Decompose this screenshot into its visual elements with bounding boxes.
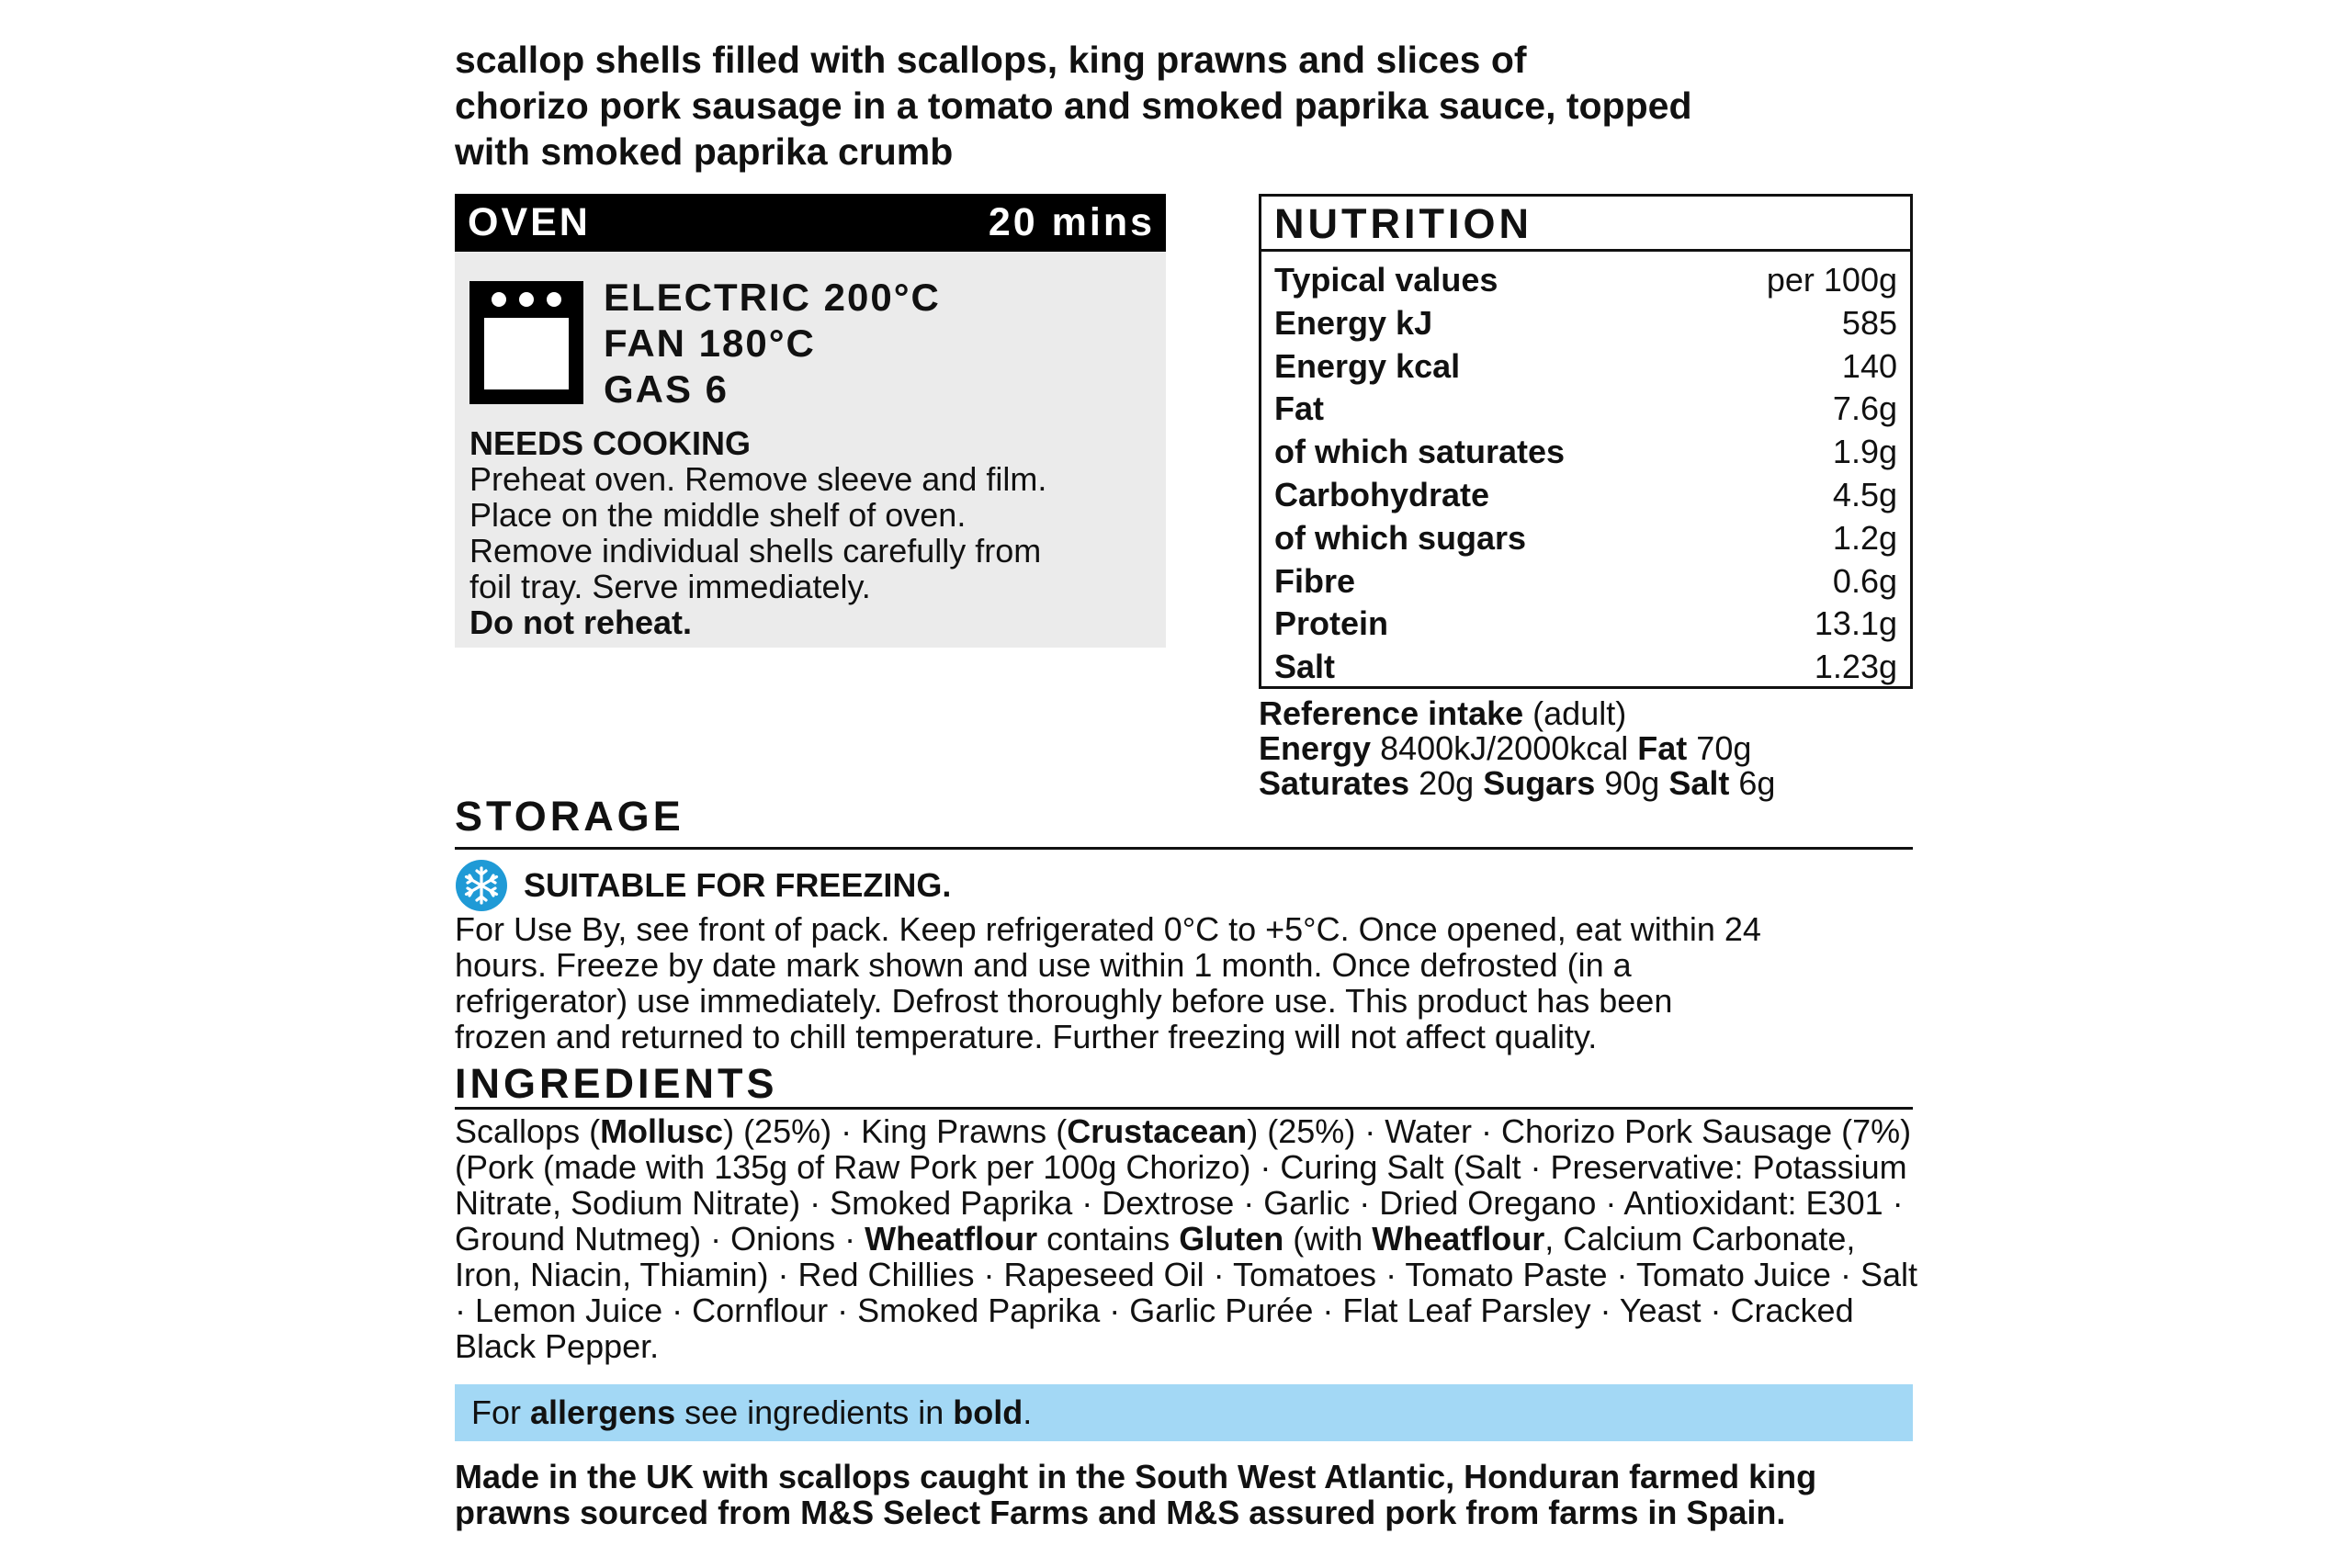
instruction-line: Remove individual shells carefully from	[469, 532, 1042, 570]
nutrition-label: of which saturates	[1274, 433, 1566, 471]
ingredient-text: Scallops (	[455, 1112, 601, 1150]
instructions-heading: NEEDS COOKING	[469, 424, 752, 462]
nutrition-row	[1274, 345, 1897, 389]
product-description	[455, 37, 1925, 175]
ingredient-text: ) (25%) · King Prawns (	[723, 1112, 1068, 1150]
ingredients-list	[455, 1113, 1925, 1364]
freezing-label: SUITABLE FOR FREEZING.	[524, 866, 952, 904]
ingredient-text: , Calcium Carbonate, Iron, Niacin, Thiamin) · Red Chillies · Rapeseed Oil · Tomatoes · Tomato Paste · Tomato Juice · Salt · Lemon Juice · Cornflour · Smoked Paprika · Garlic Purée · Flat Leaf Parsley · Yeast · Cracked Black Pepper.	[455, 1220, 1917, 1365]
nutrition-label: Energy kJ	[1274, 303, 1433, 342]
nutrition-value: per 100g	[1766, 261, 1897, 299]
ingredient-text: contains	[1037, 1220, 1180, 1258]
nutrition-label: Fat	[1274, 389, 1324, 428]
reheat-warning: Do not reheat.	[469, 604, 693, 641]
allergen-ingredient: Mollusc	[600, 1112, 724, 1150]
storage-line: For Use By, see front of pack. Keep refrigerated 0°C to +5°C. Once opened, eat within 24	[455, 910, 1761, 948]
nutrition-value: 140	[1841, 346, 1897, 385]
instruction-line: foil tray. Serve immediately.	[469, 568, 871, 605]
oven-panel	[455, 194, 1166, 648]
ingredient-text: ) (25%) · Water · Chorizo Pork Sausage (7%) (Pork (made with 135g of Raw Pork per 100g Chorizo) · Curing Salt (Salt · Preservative: Potassium Nitrate, Sodium Nitrate) · Smoked Paprika · Dextrose · Garlic · Dried Oregano · Antioxidant: E301 · Ground Nutmeg) · Onions ·	[455, 1112, 1912, 1258]
nutrition-label: Fibre	[1274, 561, 1356, 600]
temp-electric: ELECTRIC 200°C	[604, 276, 941, 319]
nutrition-row	[1274, 646, 1897, 689]
nutrition-value: 4.5g	[1832, 475, 1897, 513]
nutrition-table	[1259, 194, 1913, 689]
nutrition-value: 585	[1841, 303, 1897, 342]
nutrition-label: Carbohydrate	[1274, 475, 1490, 513]
allergen-notice: For allergens see ingredients in bold.	[455, 1384, 1913, 1441]
reference-intake-heading: Reference intake (adult)	[1259, 694, 1627, 732]
nutrition-label: Energy kcal	[1274, 346, 1461, 385]
allergen-ingredient: Wheatflour	[1372, 1220, 1545, 1258]
storage-title: STORAGE	[455, 793, 684, 840]
ingredients-title: INGREDIENTS	[455, 1060, 778, 1107]
storage-divider	[455, 847, 1913, 850]
nutrition-row	[1274, 431, 1897, 474]
nutrition-rows	[1274, 259, 1897, 689]
storage-line: hours. Freeze by date mark shown and use within 1 month. Once defrosted (in a	[455, 946, 1632, 984]
oven-title: OVEN	[468, 200, 591, 244]
description-line: scallop shells filled with scallops, king prawns and slices of	[455, 39, 1527, 81]
storage-line: frozen and returned to chill temperature. Further freezing will not affect quality.	[455, 1018, 1598, 1055]
snowflake-icon	[456, 860, 507, 911]
ingredient-text: (with	[1283, 1220, 1373, 1258]
reference-intake	[1259, 696, 1920, 801]
allergen-ingredient: Crustacean	[1067, 1112, 1248, 1150]
instruction-line: Place on the middle shelf of oven.	[469, 496, 967, 534]
nutrition-label: Salt	[1274, 648, 1336, 686]
instruction-line: Preheat oven. Remove sleeve and film.	[469, 460, 1047, 498]
nutrition-row	[1274, 560, 1897, 604]
nutrition-row	[1274, 517, 1897, 560]
temp-gas: GAS 6	[604, 367, 729, 411]
origin-statement	[455, 1459, 1925, 1530]
reference-intake-energy: Energy 8400kJ/2000kcal Fat 70g	[1259, 729, 1752, 767]
nutrition-row	[1274, 474, 1897, 517]
nutrition-value: 1.9g	[1832, 433, 1897, 471]
description-line: chorizo pork sausage in a tomato and smoked paprika sauce, topped	[455, 85, 1692, 127]
nutrition-value: 13.1g	[1814, 604, 1897, 643]
nutrition-row	[1274, 302, 1897, 345]
origin-line: prawns sourced from M&S Select Farms and M&S assured pork from farms in Spain.	[455, 1494, 1786, 1531]
nutrition-row	[1274, 388, 1897, 431]
ingredients-divider	[455, 1107, 1913, 1110]
oven-header	[455, 194, 1166, 252]
oven-time: 20 mins	[988, 200, 1155, 244]
nutrition-row	[1274, 259, 1897, 302]
oven-temperatures	[604, 275, 941, 412]
nutrition-row	[1274, 603, 1897, 646]
oven-icon	[469, 281, 583, 404]
nutrition-label: of which sugars	[1274, 518, 1527, 557]
nutrition-label: Protein	[1274, 604, 1389, 643]
nutrition-value: 0.6g	[1832, 561, 1897, 600]
nutrition-label: Typical values	[1274, 261, 1498, 299]
description-line: with smoked paprika crumb	[455, 130, 954, 173]
allergen-ingredient: Wheatflour	[865, 1220, 1038, 1258]
origin-line: Made in the UK with scallops caught in the South West Atlantic, Honduran farmed king	[455, 1458, 1817, 1495]
cooking-instructions	[469, 425, 1159, 640]
nutrition-title: NUTRITION	[1261, 197, 1910, 252]
nutrition-value: 1.2g	[1832, 518, 1897, 557]
temp-fan: FAN 180°C	[604, 321, 816, 365]
storage-instructions	[455, 911, 1925, 1055]
allergen-ingredient: Gluten	[1179, 1220, 1284, 1258]
reference-intake-other: Saturates 20g Sugars 90g Salt 6g	[1259, 764, 1776, 802]
storage-line: refrigerator) use immediately. Defrost thoroughly before use. This product has been	[455, 982, 1673, 1020]
nutrition-value: 7.6g	[1832, 389, 1897, 428]
nutrition-value: 1.23g	[1814, 648, 1897, 686]
